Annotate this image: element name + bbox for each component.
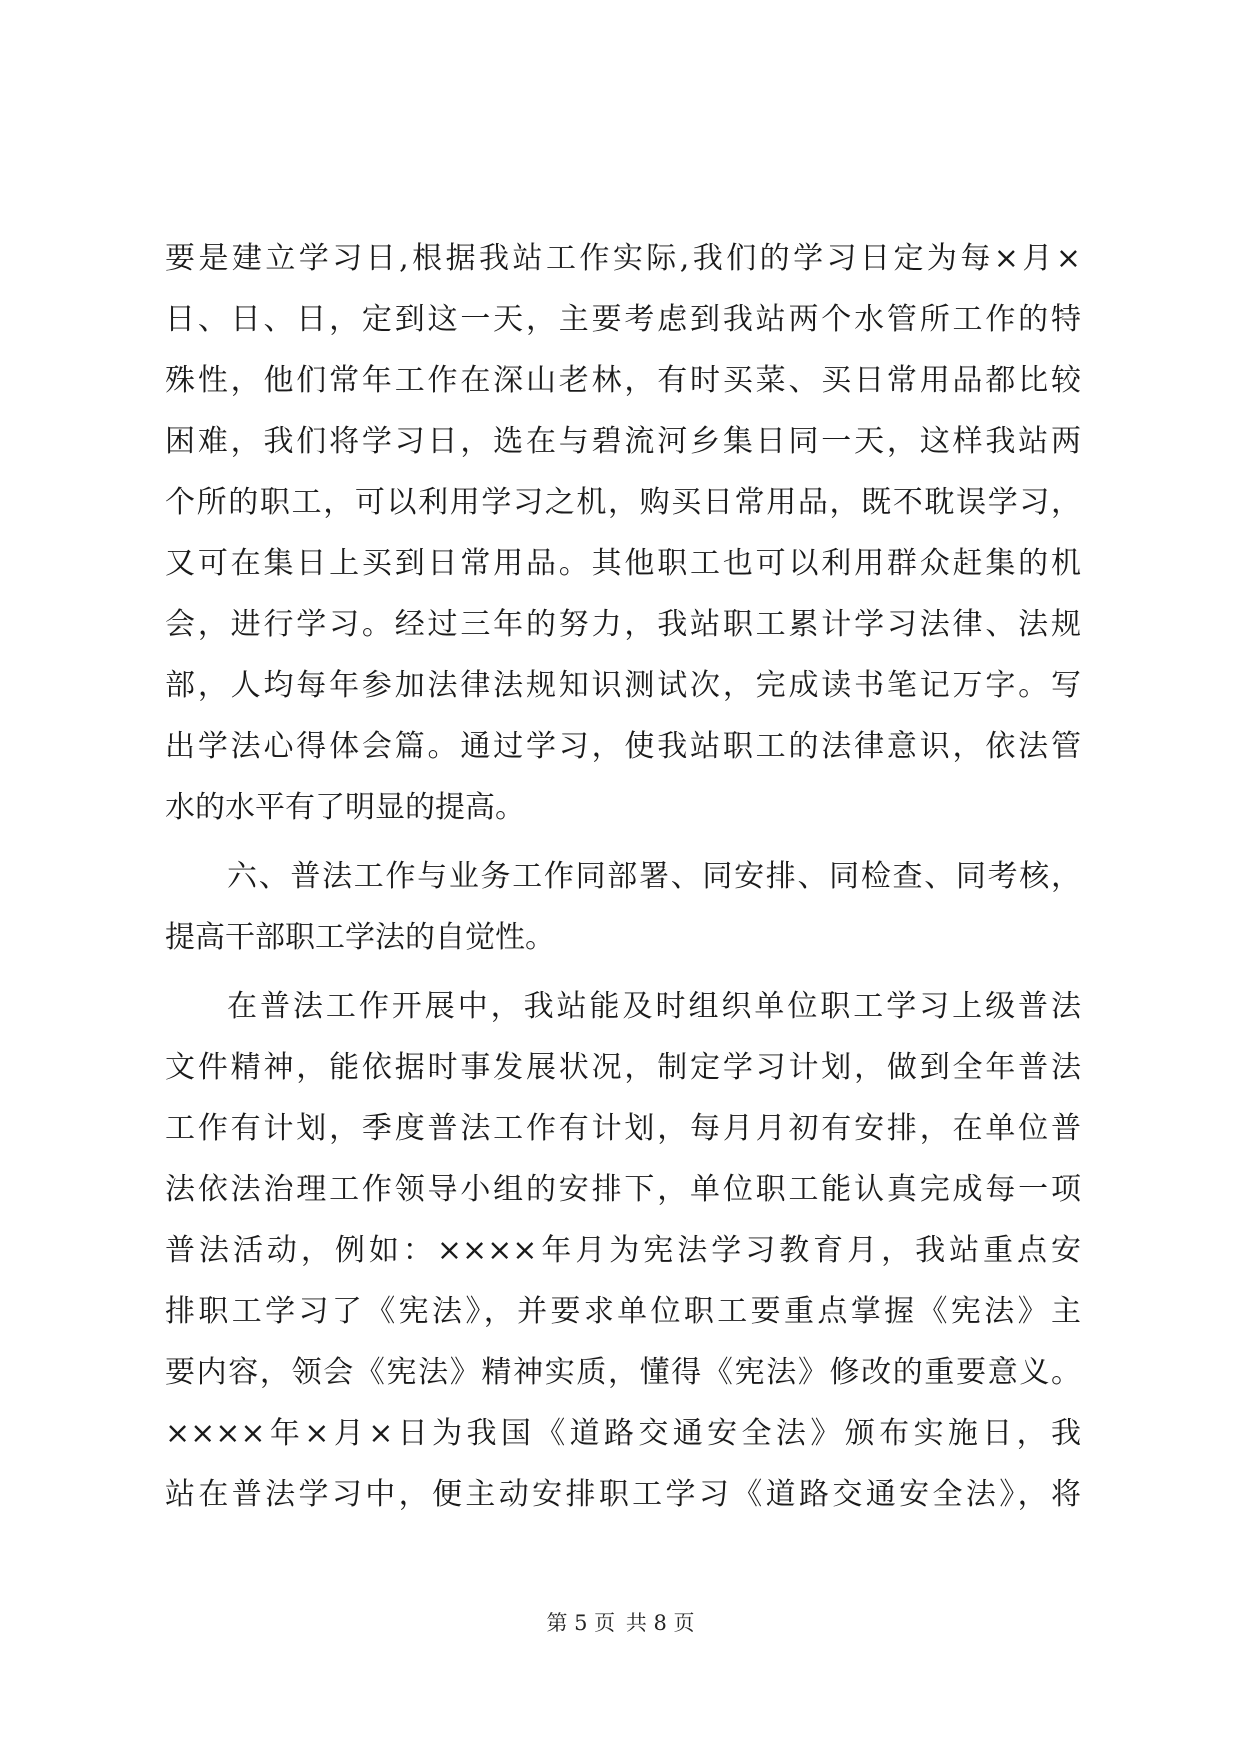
page-footer [0,1608,1241,1638]
text-line: 在普法工作开展中，我站能及时组织单位职工学习上级普法 [227,989,1081,1024]
document-body [165,228,1081,1525]
paragraph-3 [165,976,1081,1525]
paragraph-1 [165,228,1081,838]
text-line: 水的水平有了明显的提高。 [165,790,525,825]
text-line: 日、日、日，定到这一天，主要考虑到我站两个水管所工作的特 [165,302,1081,337]
text-line: 排职工学习了《宪法》，并要求单位职工要重点掌握《宪法》主 [165,1294,1081,1329]
paragraph-spacer [165,968,1081,976]
text-line: 文件精神，能依据时事发展状况，制定学习计划，做到全年普法 [165,1050,1081,1085]
text-line: ××××年×月×日为我国《道路交通安全法》颁布实施日，我 [165,1416,1081,1451]
paragraph-2-section-heading [165,846,1081,968]
page-number-label: 第 5 页 [546,1611,616,1635]
total-pages-label: 共 8 页 [625,1611,695,1635]
text-line: 会，进行学习。经过三年的努力，我站职工累计学习法律、法规 [165,607,1081,642]
paragraph-spacer [165,838,1081,846]
text-line: 要是建立学习日,根据我站工作实际,我们的学习日定为每×月× [165,241,1081,276]
text-line: 六、普法工作与业务工作同部署、同安排、同检查、同考核， [227,859,1081,894]
text-line: 站在普法学习中，便主动安排职工学习《道路交通安全法》，将 [165,1477,1081,1512]
text-line: 殊性，他们常年工作在深山老林，有时买菜、买日常用品都比较 [165,363,1081,398]
text-line: 工作有计划，季度普法工作有计划，每月月初有安排，在单位普 [165,1111,1081,1146]
text-line: 又可在集日上买到日常用品。其他职工也可以利用群众赶集的机 [165,546,1081,581]
text-line: 要内容，领会《宪法》精神实质，懂得《宪法》修改的重要意义。 [165,1355,1081,1390]
text-line: 部，人均每年参加法律法规知识测试次，完成读书笔记万字。写 [165,668,1081,703]
text-line: 提高干部职工学法的自觉性。 [165,920,555,955]
text-line: 普法活动，例如：××××年月为宪法学习教育月，我站重点安 [165,1233,1081,1268]
text-line: 法依法治理工作领导小组的安排下，单位职工能认真完成每一项 [165,1172,1081,1207]
text-line: 个所的职工，可以利用学习之机，购买日常用品，既不耽误学习， [165,485,1081,520]
text-line: 出学法心得体会篇。通过学习，使我站职工的法律意识，依法管 [165,729,1081,764]
text-line: 困难，我们将学习日，选在与碧流河乡集日同一天，这样我站两 [165,424,1081,459]
